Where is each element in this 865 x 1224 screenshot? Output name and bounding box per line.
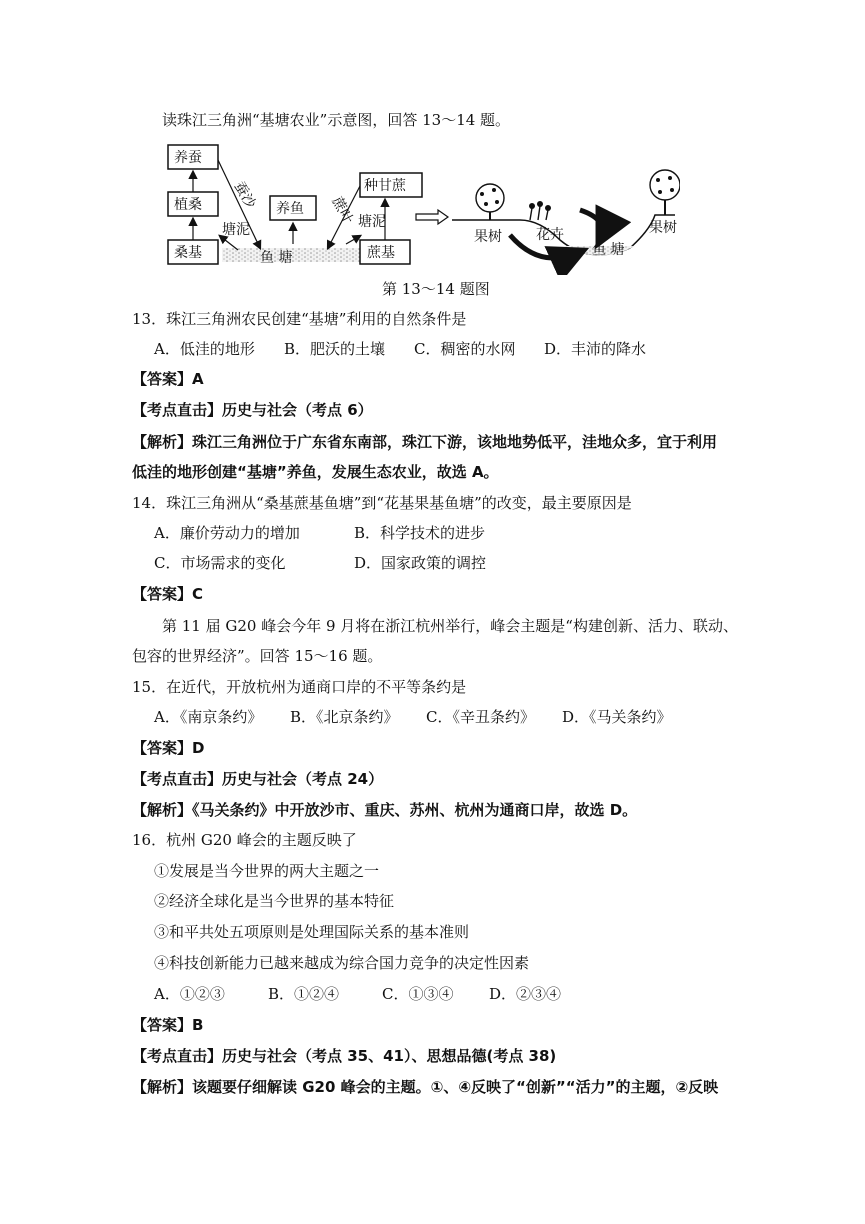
silkworm-sand-label: 蚕沙	[230, 179, 259, 212]
intro-15-16-line1: 第 11 届 G20 峰会今年 9 月将在浙江杭州举行，峰会主题是“构建创新、活力、联动、	[162, 617, 738, 635]
q13-option-b: B．肥沃的土壤	[284, 340, 386, 358]
q16-stem: 16．杭州 G20 峰会的主题反映了	[132, 831, 357, 849]
mulberry-dike-label: 桑基	[174, 245, 202, 261]
q16-point: 【考点直击】历史与社会（考点 35、41）、思想品德(考点 38)	[132, 1047, 557, 1065]
q14-options-row1	[154, 523, 485, 543]
q14-stem: 14．珠江三角洲从“桑基蔗基鱼塘”到“花基果基鱼塘”的改变，最主要原因是	[132, 494, 632, 512]
q15-answer: 【答案】D	[132, 739, 205, 757]
q15-analysis: 【解析】《马关条约》中开放沙市、重庆、苏州、杭州为通商口岸，故选 D。	[132, 801, 638, 819]
q13-answer: 【答案】A	[132, 370, 204, 388]
fruit-tree-left-icon	[476, 184, 504, 220]
q16-option-b: B．①②④	[268, 985, 340, 1003]
cane-leaves-label: 蔗叶	[328, 194, 356, 227]
transition-arrow-icon	[416, 210, 448, 224]
q15-point: 【考点直击】历史与社会（考点 24）	[132, 770, 384, 788]
q13-analysis-line1: 【解析】珠江三角洲位于广东省东南部，珠江下游，该地地势低平，洼地众多，宜于利用	[132, 433, 718, 451]
q15-option-b: B．《北京条约》	[290, 708, 399, 726]
q13-point: 【考点直击】历史与社会（考点 6）	[132, 401, 373, 419]
figure-caption: 第 13～14 题图	[382, 280, 490, 298]
q14-option-d: D．国家政策的调控	[354, 554, 487, 572]
q13-option-a: A．低洼的地形	[154, 340, 255, 358]
q14-answer: 【答案】C	[132, 585, 204, 603]
q13-analysis-line2: 低洼的地形创建“基塘”养鱼，发展生态农业，故选 A。	[132, 463, 499, 481]
fruit-tree-right-label: 果树	[649, 220, 677, 236]
flowers-label: 花卉	[536, 227, 564, 243]
q16-item-2: ②经济全球化是当今世界的基本特征	[154, 892, 395, 910]
plant-mulberry-label: 植桑	[174, 197, 202, 213]
flowers-icon	[529, 201, 551, 220]
sugarcane-dike-label: 蔗基	[367, 245, 395, 261]
q16-item-1: ①发展是当今世界的两大主题之一	[154, 862, 380, 880]
q16-option-c: C．①③④	[382, 985, 454, 1003]
q15-options	[154, 707, 672, 727]
q16-option-d: D．②③④	[489, 985, 562, 1003]
q15-stem: 15．在近代，开放杭州为通商口岸的不平等条约是	[132, 678, 467, 696]
q15-option-c: C．《辛丑条约》	[426, 708, 535, 726]
cycle-arrow-upper-icon	[580, 210, 603, 240]
pond-mud-right-label: 塘泥	[358, 214, 386, 230]
fish-pond-left-label: 鱼 塘	[260, 250, 293, 266]
q16-option-a: A．①②③	[154, 985, 225, 1003]
plant-sugarcane-label: 种甘蔗	[364, 178, 406, 194]
q16-item-3: ③和平共处五项原则是处理国际关系的基本准则	[154, 923, 470, 941]
intro-13-14: 读珠江三角洲“基塘农业”示意图，回答 13～14 题。	[162, 111, 511, 129]
intro-15-16-line2: 包容的世界经济”。回答 15～16 题。	[132, 647, 383, 665]
q14-option-c: C．市场需求的变化	[154, 554, 286, 572]
q13-option-d: D．丰沛的降水	[544, 340, 647, 358]
fruit-tree-left-label: 果树	[474, 229, 502, 245]
dike-pond-diagram	[160, 140, 680, 275]
q15-option-a: A．《南京条约》	[154, 708, 263, 726]
q14-option-a: A．廉价劳动力的增加	[154, 524, 300, 542]
q16-item-4: ④科技创新能力已越来越成为综合国力竞争的决定性因素	[154, 954, 530, 972]
q13-options	[154, 339, 646, 359]
q15-option-d: D．《马关条约》	[562, 708, 672, 726]
fruit-tree-right-icon	[650, 170, 680, 215]
q16-analysis: 【解析】该题要仔细解读 G20 峰会的主题。①、④反映了“创新”“活力”的主题，②反映	[132, 1078, 719, 1096]
fish-pond-right-label: 鱼 塘	[592, 242, 625, 258]
q16-answer: 【答案】B	[132, 1016, 204, 1034]
pond-mud-left-label: 塘泥	[222, 222, 250, 238]
raise-fish-label: 养鱼	[276, 201, 304, 217]
q16-options	[154, 984, 561, 1004]
raise-silkworm-label: 养蚕	[174, 150, 202, 166]
q14-option-b: B．科学技术的进步	[354, 524, 486, 542]
q13-option-c: C．稠密的水网	[414, 340, 516, 358]
q13-stem: 13．珠江三角洲农民创建“基塘”利用的自然条件是	[132, 310, 467, 328]
q14-options-row2	[154, 553, 486, 573]
